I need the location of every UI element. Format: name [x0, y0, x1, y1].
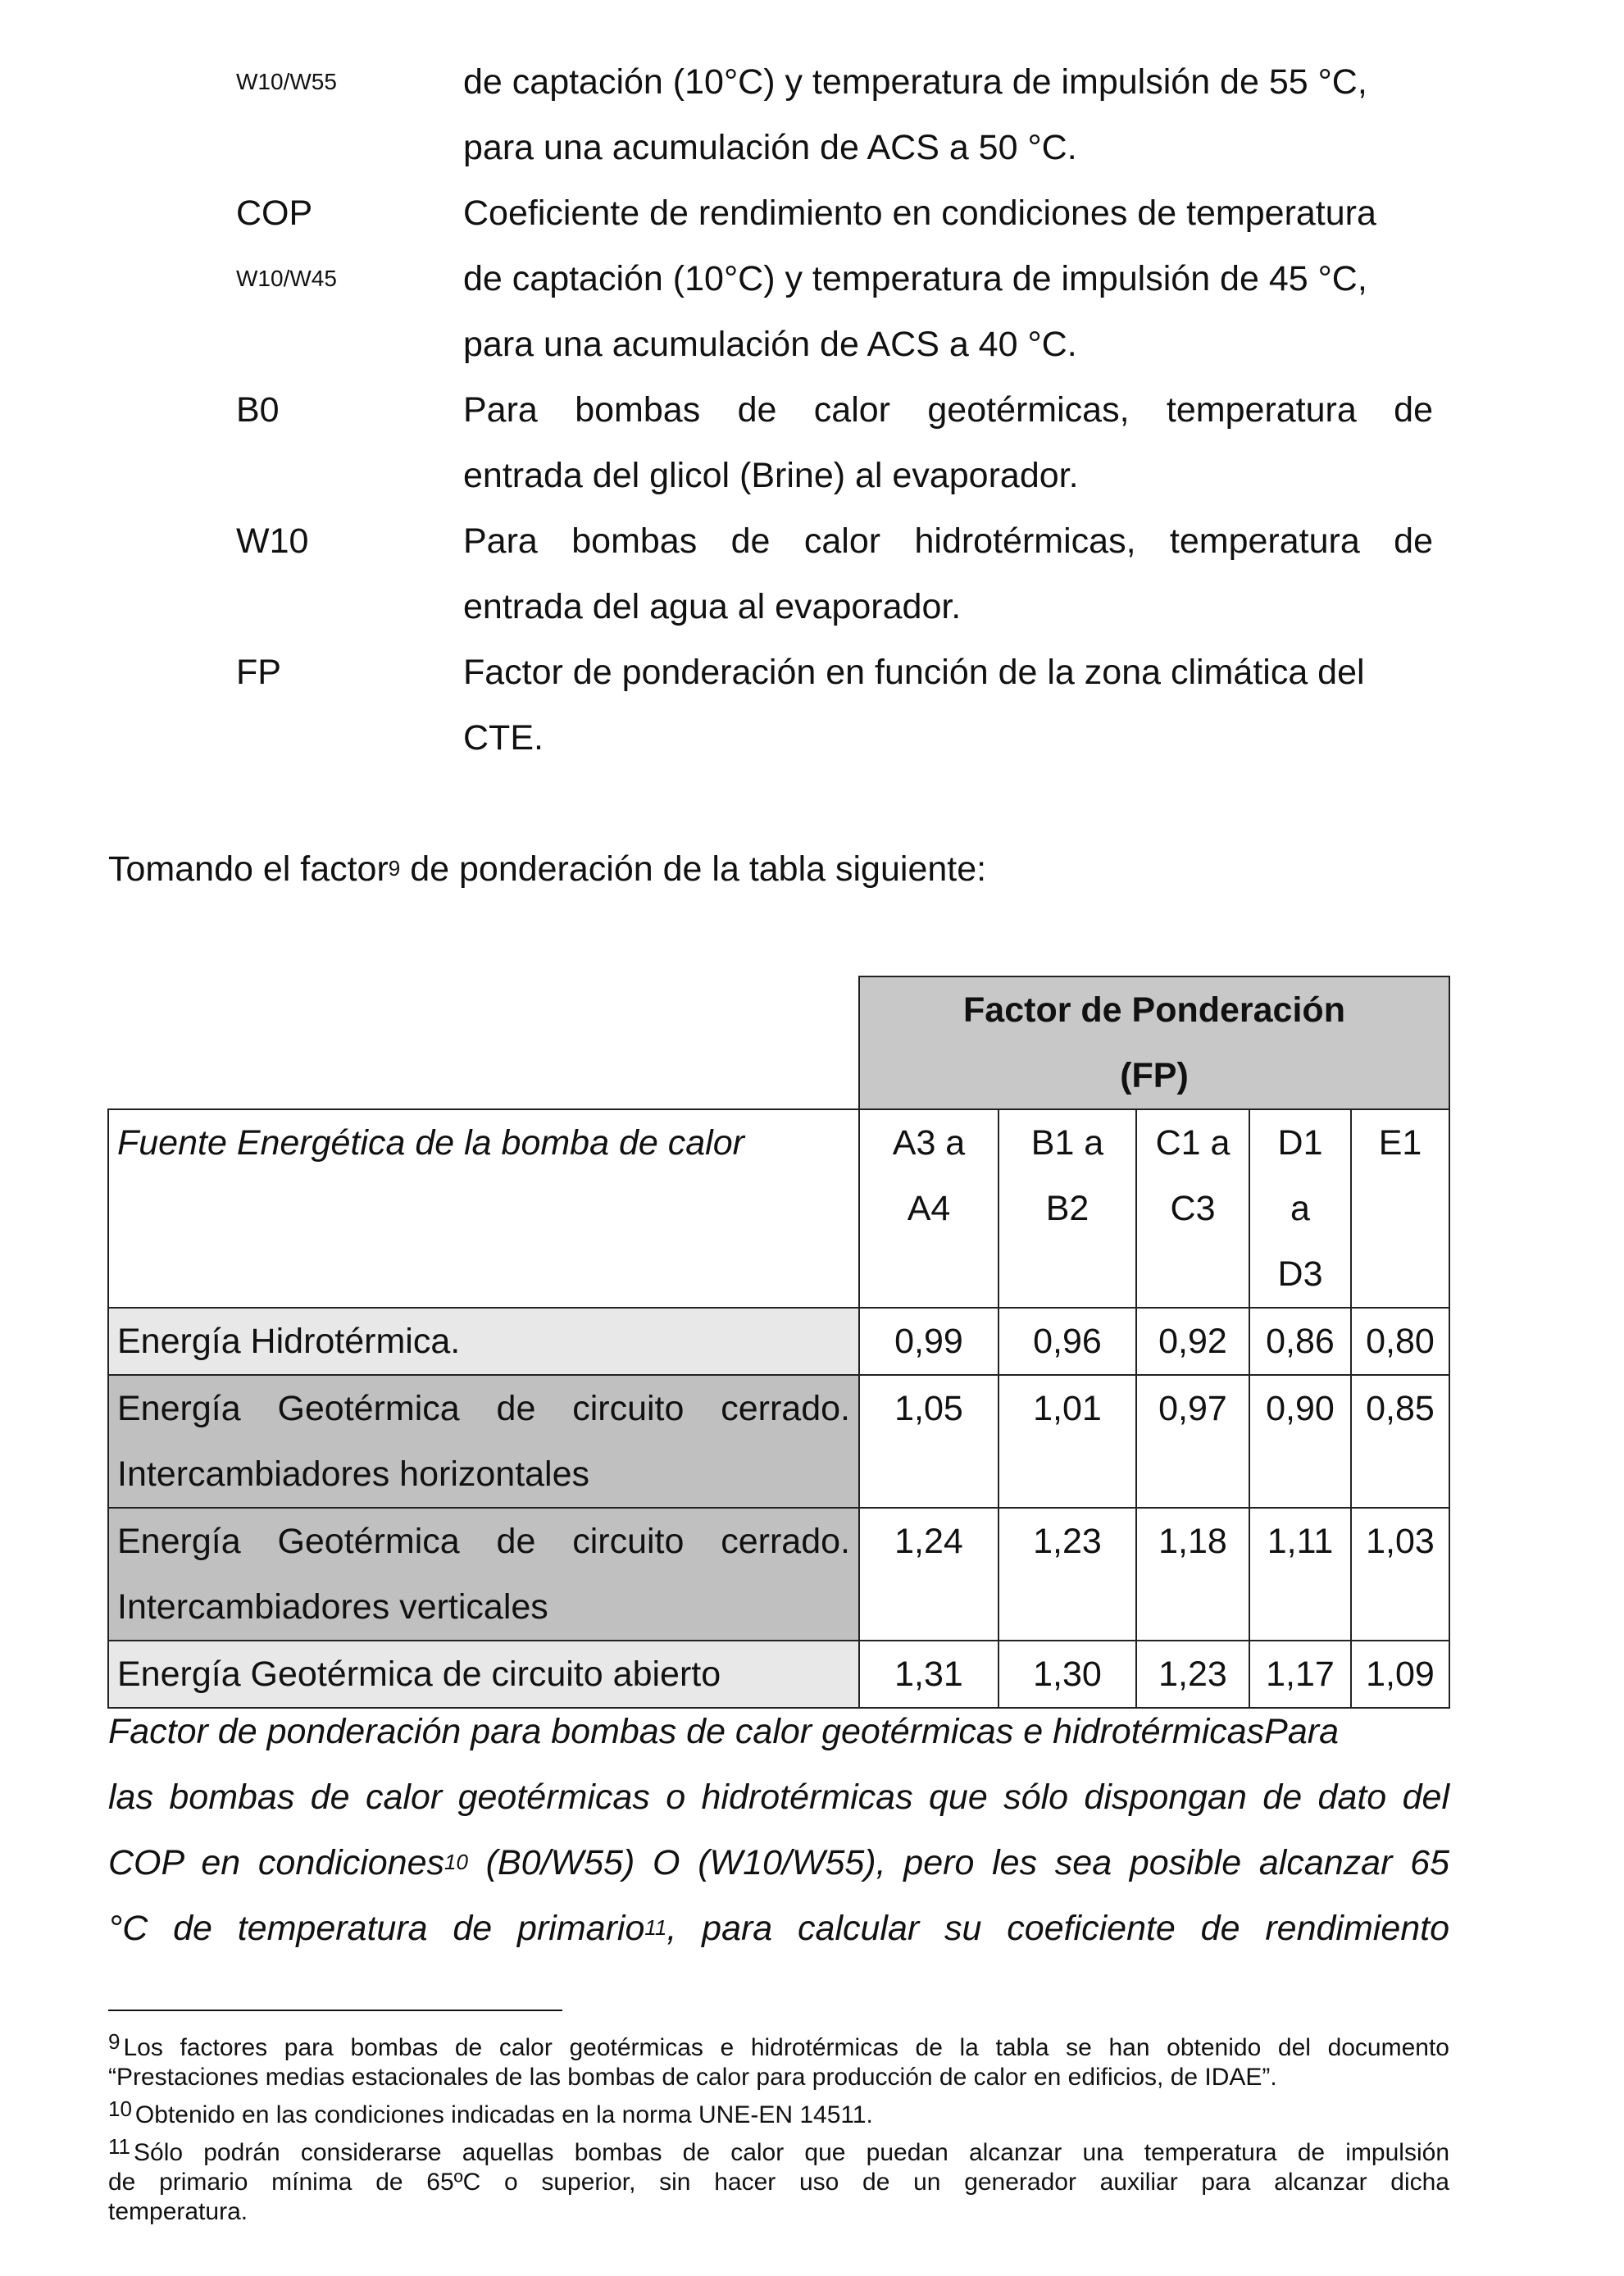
table-cell: 1,09 — [1351, 1641, 1449, 1708]
footnote-line — [108, 2029, 1449, 2063]
footnote-number: 9 — [108, 2029, 121, 2054]
table-cell: 1,23 — [999, 1508, 1136, 1641]
row-label — [108, 1375, 859, 1508]
footnote-text: Los factores para bombas de calor geotérmicas e hidrotérmicas de la tabla se han obtenido del documento — [123, 2034, 1449, 2061]
definition-line: entrada del glicol (Brine) al evaporador. — [463, 456, 1079, 495]
zone-header-line: a — [1290, 1189, 1310, 1228]
table-cell: 0,99 — [859, 1308, 999, 1375]
table-cell: 0,92 — [1136, 1308, 1249, 1375]
zone-header — [1351, 1109, 1449, 1308]
footnote-number: 10 — [108, 2096, 132, 2121]
zone-header — [859, 1109, 999, 1308]
definition-term: W10/W55 — [236, 69, 337, 94]
definition-row — [236, 640, 1433, 771]
intro-text: de ponderación de la tabla siguiente: — [400, 849, 987, 889]
zone-header-line: D3 — [1277, 1254, 1323, 1294]
intro-text: Tomando el factor — [108, 849, 389, 889]
definition-line: para una acumulación de ACS a 50 °C. — [463, 128, 1077, 167]
zone-header-line: B2 — [1045, 1189, 1089, 1228]
footnote-ref: 9 — [388, 856, 401, 881]
zone-header-line: C3 — [1170, 1189, 1216, 1228]
row-label-line: Intercambiadores horizontales — [117, 1454, 590, 1494]
fp-header-line: Factor de Ponderación — [963, 990, 1345, 1030]
definition-line: entrada del agua al evaporador. — [463, 587, 962, 626]
footnote-text: Obtenido en las condiciones indicadas en la norma UNE-EN 14511. — [134, 2101, 873, 2128]
footnote-line — [108, 2096, 1449, 2130]
definition-row — [236, 508, 1433, 640]
table-cell: 1,05 — [859, 1375, 999, 1508]
table-row — [108, 1508, 1449, 1641]
zone-header-line: E1 — [1378, 1123, 1422, 1163]
definition-term: W10 — [236, 521, 309, 561]
definition-line: Factor de ponderación en función de la zona climática del — [463, 653, 1365, 692]
fp-header — [859, 976, 1449, 1109]
footnotes — [108, 2029, 1449, 2235]
table-cell: 0,85 — [1351, 1375, 1449, 1508]
caption-text: °C de temperatura de primario — [108, 1909, 645, 1948]
definition-term: FP — [236, 653, 281, 692]
zone-header — [1136, 1109, 1249, 1308]
table-cell: 1,17 — [1249, 1641, 1351, 1708]
row-label — [108, 1508, 859, 1641]
definition-term: COP — [236, 193, 313, 233]
table-cell: 1,01 — [999, 1375, 1136, 1508]
zone-header-line: C1 a — [1155, 1123, 1231, 1163]
caption-line — [108, 1896, 1449, 1961]
definition-term: W10/W45 — [236, 266, 337, 291]
table-cell: 0,97 — [1136, 1375, 1249, 1508]
intro-paragraph — [108, 836, 986, 902]
zone-header-line: A3 a — [892, 1123, 966, 1163]
definition-term: B0 — [236, 390, 280, 430]
footnote-line: “Prestaciones medias estacionales de las bombas de calor para producción de calor en edificios, de IDAE”. — [108, 2064, 1277, 2091]
footnote-separator — [108, 2010, 562, 2011]
table-cell: 1,11 — [1249, 1508, 1351, 1641]
definition-text — [463, 246, 1433, 377]
footnote — [108, 2096, 1449, 2130]
table-caption — [108, 1699, 1449, 1961]
table-row — [108, 1308, 1449, 1375]
table-cell: 0,86 — [1249, 1308, 1351, 1375]
zone-header — [999, 1109, 1136, 1308]
table-subheader-row — [108, 1109, 1449, 1308]
table-cell: 1,03 — [1351, 1508, 1449, 1641]
source-header: Fuente Energética de la bomba de calor — [108, 1109, 859, 1308]
definition-line: de captación (10°C) y temperatura de impulsión de 55 °C, — [463, 62, 1367, 102]
footnote — [108, 2134, 1449, 2227]
table-header-row — [108, 976, 1449, 1109]
definition-text — [463, 49, 1433, 180]
definition-text — [463, 508, 1433, 640]
caption-line: Factor de ponderación para bombas de calor geotérmicas e hidrotérmicasPara — [108, 1712, 1340, 1751]
zone-header-line: B1 a — [1030, 1123, 1104, 1163]
table-cell: 0,96 — [999, 1308, 1136, 1375]
definition-line: de captación (10°C) y temperatura de impulsión de 45 °C, — [463, 259, 1367, 298]
footnote-ref: 10 — [444, 1850, 468, 1874]
row-label-line: Energía Hidrotérmica. — [117, 1322, 461, 1361]
table-row — [108, 1641, 1449, 1708]
table-cell: 1,30 — [999, 1641, 1136, 1708]
definition-text — [463, 180, 1433, 246]
zone-header-line: D1 — [1277, 1123, 1323, 1163]
table-cell: 0,80 — [1351, 1308, 1449, 1375]
row-label — [108, 1308, 859, 1375]
row-label — [108, 1641, 859, 1708]
definitions-list — [236, 49, 1433, 771]
footnote-line — [108, 2134, 1449, 2168]
definition-line: Para bombas de calor hidrotérmicas, temperatura de — [463, 521, 1433, 561]
definition-row — [236, 49, 1433, 180]
caption-text: COP en condiciones — [108, 1843, 444, 1882]
definition-line: Para bombas de calor geotérmicas, temperatura de — [463, 390, 1433, 430]
table-cell: 1,24 — [859, 1508, 999, 1641]
row-label-line: Energía Geotérmica de circuito abierto — [117, 1655, 721, 1694]
footnote-line: temperatura. — [108, 2198, 248, 2225]
definition-text — [463, 377, 1433, 508]
row-label-line: Energía Geotérmica de circuito cerrado. — [117, 1389, 850, 1428]
row-label-line: Intercambiadores verticales — [117, 1587, 548, 1627]
definition-line: CTE. — [463, 718, 544, 758]
table-cell: 1,31 — [859, 1641, 999, 1708]
table-blank-cell — [108, 976, 859, 1109]
definition-row — [236, 180, 1433, 246]
definition-row — [236, 246, 1433, 377]
caption-line — [108, 1830, 1449, 1896]
definition-line: para una acumulación de ACS a 40 °C. — [463, 325, 1077, 364]
caption-text: (B0/W55) O (W10/W55), pero les sea posible alcanzar 65 — [467, 1843, 1449, 1882]
footnote-text: Sólo podrán considerarse aquellas bombas de calor que puedan alcanzar una temperatura de impulsión — [134, 2139, 1449, 2166]
table-cell: 1,18 — [1136, 1508, 1249, 1641]
zone-header-line: A4 — [907, 1189, 951, 1228]
caption-line: las bombas de calor geotérmicas o hidrotérmicas que sólo dispongan de dato del — [108, 1778, 1449, 1817]
definition-text — [463, 640, 1433, 771]
table-row — [108, 1375, 1449, 1508]
fp-header-line: (FP) — [1120, 1056, 1189, 1095]
caption-text: , para calcular su coeficiente de rendimiento — [666, 1909, 1450, 1948]
footnote-number: 11 — [108, 2134, 130, 2159]
definition-line: Coeficiente de rendimiento en condiciones de temperatura — [463, 193, 1376, 233]
weighting-factor-table — [107, 976, 1450, 1709]
footnote-line: de primario mínima de 65ºC o superior, sin hacer uso de un generador auxiliar para alcanzar dicha — [108, 2169, 1449, 2196]
definition-row — [236, 377, 1433, 508]
table-cell: 1,23 — [1136, 1641, 1249, 1708]
zone-header — [1249, 1109, 1351, 1308]
row-label-line: Energía Geotérmica de circuito cerrado. — [117, 1522, 850, 1561]
footnote-ref: 11 — [644, 1915, 667, 1940]
table-cell: 0,90 — [1249, 1375, 1351, 1508]
footnote — [108, 2029, 1449, 2092]
